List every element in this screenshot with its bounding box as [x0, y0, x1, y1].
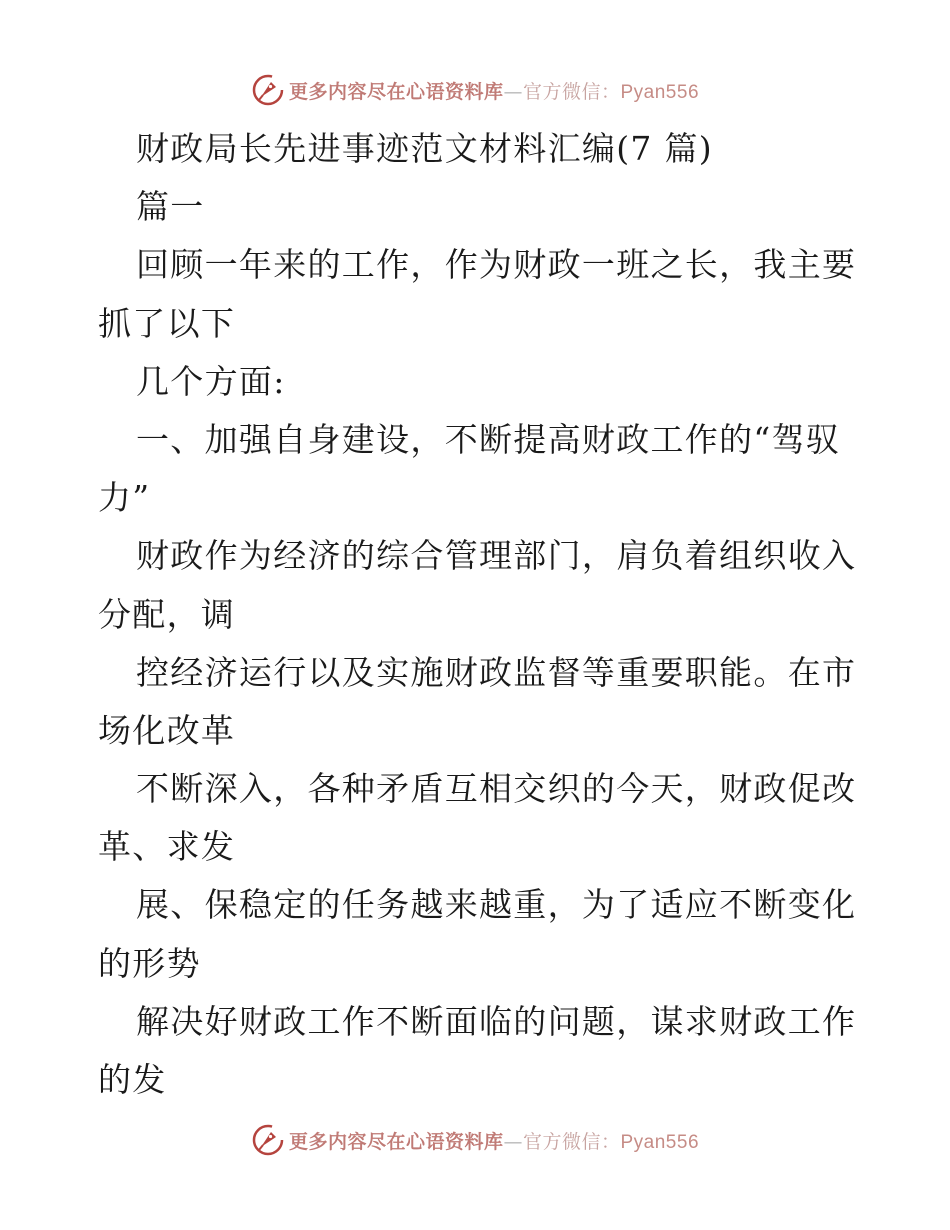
banner-wechat-label: 官方微信：: [522, 80, 621, 103]
doc-line: 回顾一年来的工作，作为财政一班之长，我主要: [136, 245, 857, 285]
doc-line: 展、保稳定的任务越来越重，为了适应不断变化: [136, 885, 857, 925]
banner-wechat-label: 官方微信：: [522, 1130, 621, 1153]
banner-wechat-id: Pyan556: [620, 1131, 700, 1153]
doc-line: 几个方面:: [136, 361, 286, 401]
banner-text: [289, 77, 699, 104]
banner-main-text: 更多内容尽在心语资料库: [288, 1130, 504, 1153]
pen-nib-icon: [251, 1123, 285, 1157]
doc-line: 抓了以下: [98, 303, 236, 343]
doc-line: 分配，调: [98, 594, 236, 634]
banner-wechat-id: Pyan556: [620, 81, 700, 103]
doc-line: 财政作为经济的综合管理部门，肩负着组织收入: [136, 536, 857, 576]
pen-nib-icon: [251, 73, 285, 107]
doc-line: 场化改革: [98, 710, 236, 750]
header-banner: [0, 70, 950, 110]
doc-line: 解决好财政工作不断面临的问题，谋求财政工作: [136, 1001, 857, 1041]
doc-line: 的发: [98, 1060, 167, 1099]
banner-dash: —: [503, 80, 523, 103]
doc-line: 不断深入，各种矛盾互相交织的今天，财政促改: [136, 769, 857, 809]
doc-line: 的形势: [98, 943, 201, 983]
footer-banner: [0, 1120, 950, 1160]
doc-line: 革、求发: [98, 827, 236, 867]
doc-line: 一、加强自身建设，不断提高财政工作的“驾驭: [136, 419, 841, 459]
doc-line: 财政局长先进事迹范文材料汇编(7 篇): [136, 129, 713, 168]
banner-dash: —: [503, 1130, 523, 1153]
banner-text: [289, 1127, 699, 1154]
doc-line: 控经济运行以及实施财政监督等重要职能。在市: [136, 652, 857, 692]
banner-main-text: 更多内容尽在心语资料库: [288, 80, 504, 103]
document-body: [98, 120, 858, 1109]
doc-line: 力”: [98, 478, 151, 518]
doc-line: 篇一: [136, 187, 205, 227]
